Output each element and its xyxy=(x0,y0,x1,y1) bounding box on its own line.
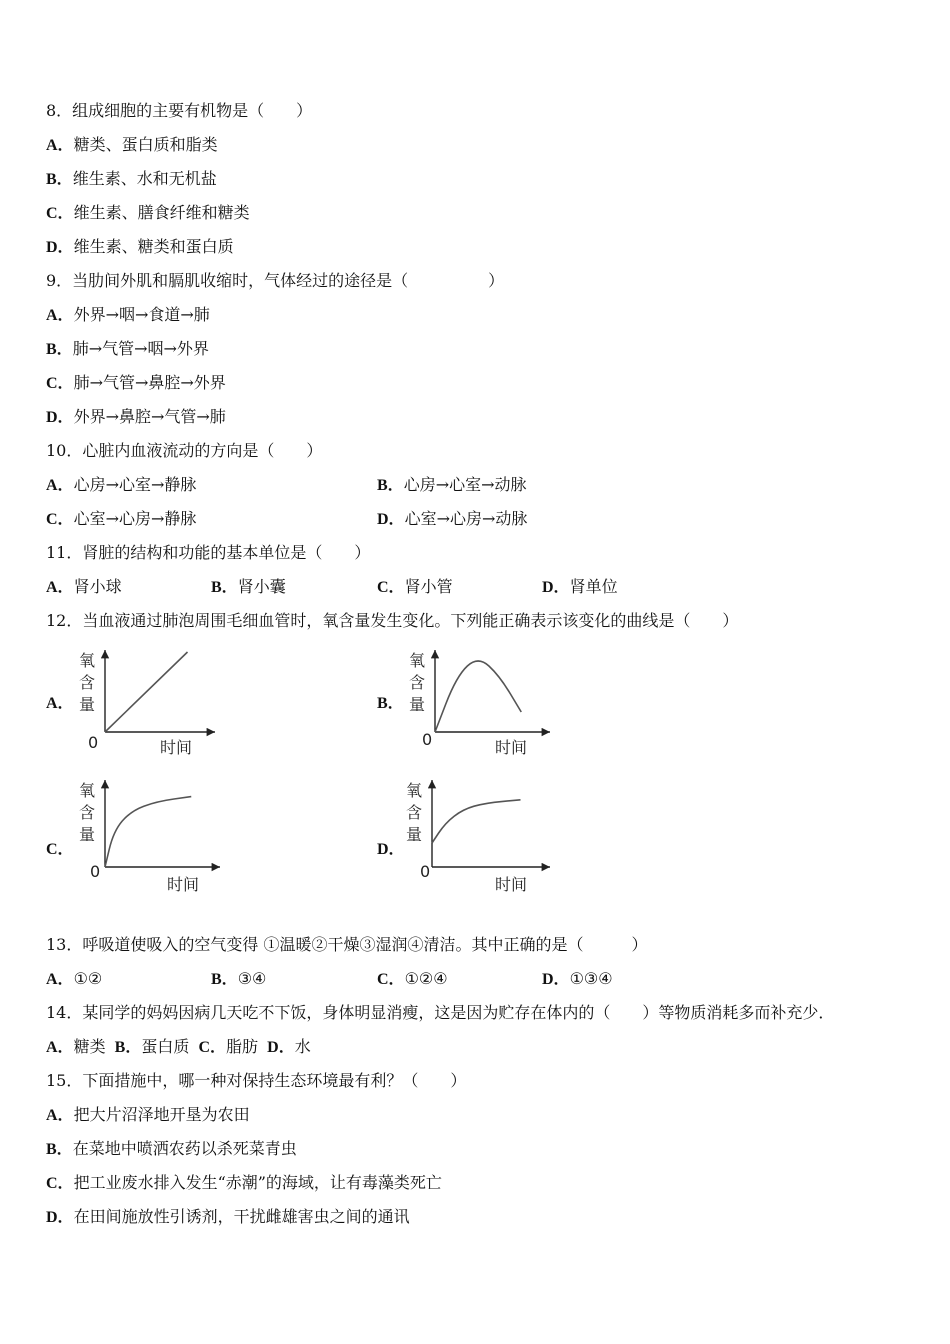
x-axis-label: 时间 xyxy=(160,738,193,757)
q9-stem: 9．当肋间外肌和膈肌收缩时，气体经过的途径是（ ） xyxy=(46,271,505,290)
option-text: ①③④ xyxy=(569,969,613,988)
q15-option-b xyxy=(46,1139,297,1160)
option-text: 心房→心室→动脉 xyxy=(403,475,527,494)
option-letter: A． xyxy=(46,477,74,494)
option-text: ③④ xyxy=(237,969,267,988)
option-text: 水 xyxy=(294,1037,311,1056)
origin-label: 0 xyxy=(88,733,99,752)
y-axis-label-char: 含 xyxy=(409,673,426,692)
graph-c-svg xyxy=(70,775,240,895)
y-axis-label-char: 含 xyxy=(406,803,423,822)
option-letter: C． xyxy=(377,971,405,988)
option-letter: A． xyxy=(46,137,74,154)
y-axis-label-char: 氧 xyxy=(409,651,426,670)
option-text: 心室→心房→动脉 xyxy=(404,509,528,528)
option-letter: B． xyxy=(377,477,404,494)
option-letter: A． xyxy=(46,307,74,324)
option-letter: C． xyxy=(46,511,74,528)
option-text: ①② xyxy=(73,969,103,988)
option-text: 肾小球 xyxy=(73,577,122,596)
q13-option-b xyxy=(211,969,266,990)
y-axis-label-char: 量 xyxy=(409,695,426,714)
option-letter: C． xyxy=(377,579,405,596)
oxygen-curve-a xyxy=(105,652,188,732)
oxygen-curve-b xyxy=(435,661,521,732)
graph-a-svg xyxy=(70,645,240,765)
q11-option-c xyxy=(377,577,453,598)
option-text: ①②④ xyxy=(404,969,448,988)
q11-option-b xyxy=(211,577,286,598)
y-axis-label-char: 量 xyxy=(79,695,96,714)
q12-option-d-letter: D． xyxy=(377,841,405,858)
option-letter: B． xyxy=(46,341,73,358)
q15-stem: 15．下面措施中，哪一种对保持生态环境最有利？（ ） xyxy=(46,1071,467,1090)
option-text: 在菜地中喷洒农药以杀死菜青虫 xyxy=(72,1139,297,1158)
q10-option-a xyxy=(46,475,196,496)
option-letter: B． xyxy=(46,1141,73,1158)
q13-stem: 13．呼吸道使吸入的空气变得 ①温暖②干燥③湿润④清洁。其中正确的是（ ） xyxy=(46,935,648,954)
q8-option-a xyxy=(46,135,218,156)
option-letter: D． xyxy=(46,1209,74,1226)
q10-option-b xyxy=(377,475,527,496)
oxygen-curve-d xyxy=(432,800,521,843)
option-letter: A． xyxy=(46,1107,74,1124)
option-letter: B． xyxy=(211,579,238,596)
y-axis-label-char: 氧 xyxy=(79,781,96,800)
y-axis-label-char: 氧 xyxy=(79,651,96,670)
q12-option-b-letter: B． xyxy=(377,695,404,712)
option-text: 外界→鼻腔→气管→肺 xyxy=(73,407,226,426)
option-text: 维生素、糖类和蛋白质 xyxy=(73,237,234,256)
origin-label: 0 xyxy=(90,862,101,881)
q12-graph-c xyxy=(70,775,240,895)
y-axis-label-char: 量 xyxy=(79,825,96,844)
q11-option-d xyxy=(542,577,618,598)
origin-label: 0 xyxy=(422,730,433,749)
q14-options xyxy=(46,1037,311,1058)
q13-option-a xyxy=(46,969,102,990)
q9-option-b xyxy=(46,339,209,360)
option-text: 维生素、膳食纤维和糖类 xyxy=(73,203,250,222)
q15-option-d xyxy=(46,1207,410,1228)
q9-option-a xyxy=(46,305,210,326)
option-text: 维生素、水和无机盐 xyxy=(72,169,217,188)
option-letter: C． xyxy=(46,205,74,222)
q13-option-d xyxy=(542,969,613,990)
option-letter: A． xyxy=(46,971,74,988)
option-letter: D． xyxy=(542,579,570,596)
q15-option-c xyxy=(46,1173,442,1194)
y-axis-label-char: 氧 xyxy=(406,781,423,800)
option-letter: B． xyxy=(46,171,73,188)
option-text: 把工业废水排入发生“赤潮”的海域，让有毒藻类死亡 xyxy=(73,1173,442,1192)
q12-graph-b xyxy=(400,645,570,765)
option-letter: D． xyxy=(46,409,74,426)
option-text: 肺→气管→咽→外界 xyxy=(72,339,209,358)
q12-option-c-letter: C． xyxy=(46,841,74,858)
option-letter: C． xyxy=(46,375,74,392)
y-axis-label-char: 含 xyxy=(79,803,96,822)
option-text: 脂肪 xyxy=(226,1037,259,1056)
option-letter: D． xyxy=(46,239,74,256)
option-letter: D． xyxy=(542,971,570,988)
option-letter: B． xyxy=(211,971,238,988)
option-text: 肾小囊 xyxy=(237,577,286,596)
option-text: 肾单位 xyxy=(569,577,618,596)
x-axis-label: 时间 xyxy=(495,738,528,757)
q8-stem: 8．组成细胞的主要有机物是（ ） xyxy=(46,101,313,120)
option-text: 糖类 xyxy=(73,1037,106,1056)
option-letter: D． xyxy=(377,511,405,528)
option-letter: A． xyxy=(46,579,74,596)
q9-option-d xyxy=(46,407,226,428)
x-axis-label: 时间 xyxy=(495,875,528,894)
q15-option-a xyxy=(46,1105,250,1126)
option-text: 外界→咽→食道→肺 xyxy=(73,305,210,324)
x-axis-label: 时间 xyxy=(167,875,200,894)
origin-label: 0 xyxy=(420,862,431,881)
option-text: 蛋白质 xyxy=(141,1037,190,1056)
graph-d-svg xyxy=(400,775,570,895)
q8-option-d xyxy=(46,237,234,258)
q8-option-c xyxy=(46,203,250,224)
q14-stem: 14．某同学的妈妈因病几天吃不下饭，身体明显消瘦，这是因为贮存在体内的（ ）等物质消耗多而补充少． xyxy=(46,1003,835,1022)
option-text: 心室→心房→静脉 xyxy=(73,509,197,528)
q12-stem: 12．当血液通过肺泡周围毛细血管时，氧含量发生变化。下列能正确表示该变化的曲线是（ ） xyxy=(46,611,739,630)
option-letter: C． xyxy=(46,1175,74,1192)
option-text: 心房→心室→静脉 xyxy=(73,475,197,494)
option-text: 把大片沼泽地开垦为农田 xyxy=(73,1105,250,1124)
q10-option-c xyxy=(46,509,196,530)
option-text: 糖类、蛋白质和脂类 xyxy=(73,135,218,154)
y-axis-label-char: 含 xyxy=(79,673,96,692)
q10-option-d xyxy=(377,509,527,530)
oxygen-curve-c xyxy=(105,797,191,867)
q12-graph-a xyxy=(70,645,240,765)
option-letter: D． xyxy=(267,1039,295,1056)
q9-option-c xyxy=(46,373,226,394)
q11-stem: 11．肾脏的结构和功能的基本单位是（ ） xyxy=(46,543,371,562)
q12-graph-d xyxy=(400,775,570,895)
q12-option-a-letter: A． xyxy=(46,695,74,712)
option-letter: B． xyxy=(114,1039,142,1056)
option-letter: C． xyxy=(198,1039,227,1056)
q10-stem: 10．心脏内血液流动的方向是（ ） xyxy=(46,441,323,460)
q13-option-c xyxy=(377,969,448,990)
option-text: 在田间施放性引诱剂，干扰雌雄害虫之间的通讯 xyxy=(73,1207,410,1226)
option-letter: A． xyxy=(46,1039,74,1056)
q11-option-a xyxy=(46,577,122,598)
option-text: 肾小管 xyxy=(404,577,453,596)
option-text: 肺→气管→鼻腔→外界 xyxy=(73,373,226,392)
y-axis-label-char: 量 xyxy=(406,825,423,844)
q8-option-b xyxy=(46,169,217,190)
graph-b-svg xyxy=(400,645,570,765)
